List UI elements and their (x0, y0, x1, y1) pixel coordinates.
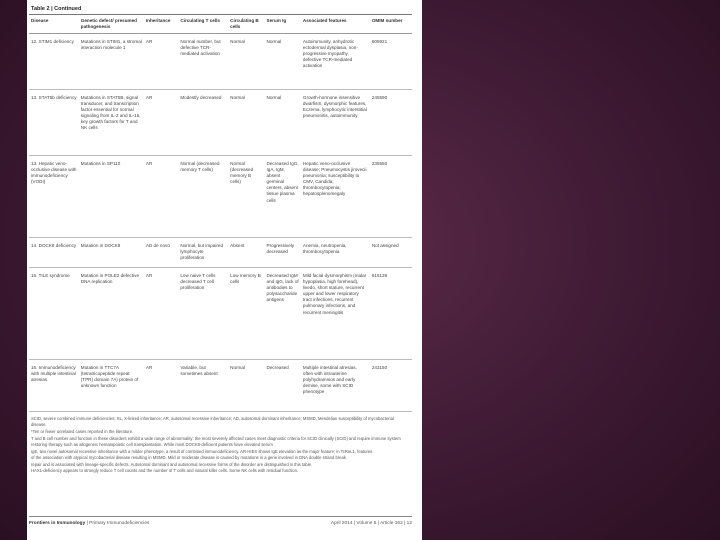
table-footnotes (29, 412, 412, 474)
cell-inheritance: AR (144, 268, 178, 360)
cell-inheritance: AD de novo (144, 238, 178, 268)
table-header-row (29, 15, 412, 34)
table-row (29, 268, 412, 360)
journal-section: | Primary Immunodeficiencies (85, 521, 150, 526)
header-inheritance: Inheritance (144, 15, 178, 34)
header-b-cells: Circulating B cells (228, 15, 264, 34)
cell-serum: Progressively decreased (265, 238, 301, 268)
cell-genetic: Mutations in STAT5B, signal transducer, and transcription factor essential for normal signaling from IL-2 and IL-15, key growth factors for T and NK cells (79, 90, 144, 156)
cell-features: Multiple intestinal atresias, often with intrauterine polyhydramnios and early demise, some with SCID phenotype (301, 360, 370, 412)
footnote: HAX1-deficiency appears to strongly reduce T cell counts and the number of T cells and natural killer cells. Some NK cells with residual function. (31, 468, 299, 474)
cell-genetic: Mutations in SP110 (79, 156, 144, 238)
cell-features: Anemia, neutropenia, thrombocytopenia (301, 238, 370, 268)
footnote: SCID, severe combined immune deficiencies; XL, X-linked inheritance; AR, autosomal recessive inheritance; AD, autosomal dominant inheritance; MSMD, Mendelian susceptibility of mycobacterial disease. (31, 416, 394, 428)
journal-title: Frontiers in Immunology (29, 521, 86, 526)
cell-tcells: Normal (decreased memory T cells) (178, 156, 228, 238)
cell-omim: 243150 (370, 360, 412, 412)
header-disease: Disease (29, 15, 79, 34)
footnote: IgE, two novel autosomal recessive inheritance with a milder phenotype, a result of combined immunodeficiency. AR-HIES shows IgE elevation as the major feature; in TcReL1, features (31, 448, 373, 454)
cell-inheritance: AR (144, 34, 178, 90)
footnote: *Ten or fewer unrelated cases reported in the literature. (31, 429, 134, 435)
cell-omim: 235550 (370, 156, 412, 238)
cell-tcells: Modestly decreased (178, 90, 228, 156)
table-title: Table 2 | Continued (29, 6, 412, 15)
cell-tcells: Normal number, but defective TCR-mediated activation (178, 34, 228, 90)
cell-features: Mild facial dysmorphism (malar hypoplasia, high forehead), livedo, short stature, recurrent upper and lower respiratory tract infections, recurrent pulmonary infections, and recurrent meningitis (301, 268, 370, 360)
cell-serum: Decreased IgM and IgG, lack of antibodies to polysaccharide antigens (265, 268, 301, 360)
page-footer (29, 516, 412, 526)
table-row (29, 34, 412, 90)
cell-tcells: Low naive T cells decreased T cell proliferation (178, 268, 228, 360)
journal-name (29, 521, 149, 526)
cell-tcells: Normal, but impaired lymphocyte proliferation (178, 238, 228, 268)
cell-omim: Not assigned (370, 238, 412, 268)
header-genetic-defect: Genetic defect/ presumed pathogenesis (79, 15, 144, 34)
document-page (27, 0, 422, 540)
cell-tcells: Variable, but sometimes absent (178, 360, 228, 412)
cell-bcells: Normal (228, 34, 264, 90)
cell-serum: Normal (265, 34, 301, 90)
cell-genetic: Mutations in STIM1, a stromal interaction molecule 1 (79, 34, 144, 90)
header-t-cells: Circulating T cells (178, 15, 228, 34)
footnote: T and B cell number and function in these disorders exhibit a wide range of abnormality: the most severely affected cases meet diagnostic criteria for SCID clinically (SCID) and require immune system restoring therapy such as allogeneic hematopoietic cell transplantation. While most DOCK8-deficient patients have elevated serum (31, 435, 401, 447)
cell-inheritance: AR (144, 360, 178, 412)
cell-genetic: Mutation in POLE2 defective DNA replication (79, 268, 144, 360)
header-associated-features: Associated features (301, 15, 370, 34)
footnote: of the association with atypical mycobacterial disease resulting in MSMD. Mild or moderate disease is caused by mutations in a gene involved in DNA double strand break (31, 455, 346, 461)
header-serum-ig: Serum Ig (265, 15, 301, 34)
cell-disease: 14. DOCK8 deficiency (29, 238, 79, 268)
cell-bcells: Absent (228, 238, 264, 268)
cell-inheritance: AR (144, 156, 178, 238)
cell-omim: 615139 (370, 268, 412, 360)
table-row (29, 90, 412, 156)
cell-genetic: Mutation in TTC7A (tetratricopeptide repeat (TPR) domain 7A) protein of unknown function (79, 360, 144, 412)
cell-omim: 605921 (370, 34, 412, 90)
cell-omim: 245590 (370, 90, 412, 156)
cell-bcells: Normal (228, 90, 264, 156)
cell-bcells: Normal (228, 360, 264, 412)
table-row (29, 238, 412, 268)
cell-features: Autoimmunity, anhydrotic ectodermal dysplasia, non-progressive myopathy, defective TCR-mediated activation (301, 34, 370, 90)
cell-disease: 15. TILE syndrome (29, 268, 79, 360)
cell-serum: Normal (265, 90, 301, 156)
cell-features: Growth-hormone insensitive dwarfism, dysmorphic features, Eczema, lymphocytic interstitial pneumonitis, autoimmunity (301, 90, 370, 156)
cell-disease: 13. Hepatic veno-occlusive disease with immunodeficiency (VODI) (29, 156, 79, 238)
table-row (29, 360, 412, 412)
cell-bcells: Normal (decreased memory B cells) (228, 156, 264, 238)
cell-disease: 12. STIM1 deficiency (29, 34, 79, 90)
cell-inheritance: AR (144, 90, 178, 156)
cell-features: Hepatic veno-occlusive disease; Pneumocystis jirovecii pneumonia; susceptibility to CMV, Candida; thrombocytopenia; hepatosplenomegaly (301, 156, 370, 238)
cell-disease: 16. Immunodeficiency with multiple intestinal atresias (29, 360, 79, 412)
cell-bcells: Low memory B cells (228, 268, 264, 360)
footnote: repair and is associated with lineage-specific defects. Autosomal dominant and autosomal recessive forms of the disorder are distinguished in this table. (31, 461, 313, 467)
cell-disease: 13. STAT5b deficiency (29, 90, 79, 156)
cell-genetic: Mutation in DOCK8 (79, 238, 144, 268)
cell-serum: Decreased (265, 360, 301, 412)
header-omim: OMIM number (370, 15, 412, 34)
cell-serum: Decreased IgG, IgA, IgM, absent germinal centers, absent tissue plasma cells (265, 156, 301, 238)
article-info: April 2014 | Volume 5 | Article 162 | 12 (330, 521, 412, 526)
immunodeficiency-table (29, 15, 412, 412)
table-row (29, 156, 412, 238)
